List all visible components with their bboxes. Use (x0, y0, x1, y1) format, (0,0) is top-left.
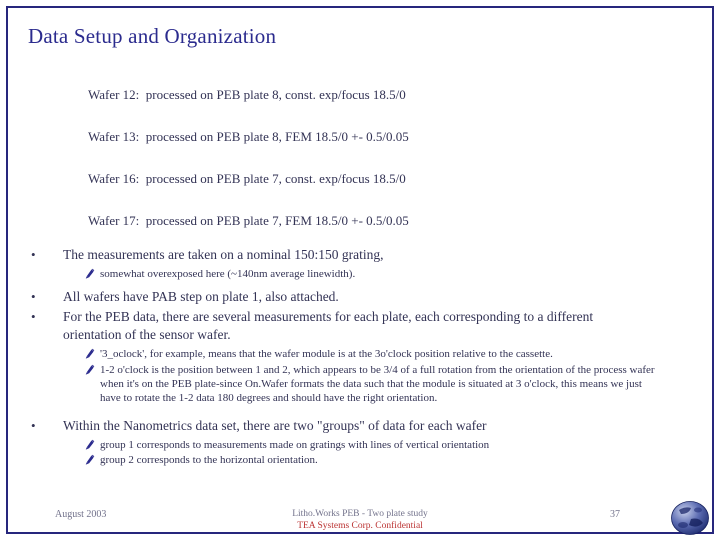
footer-date: August 2003 (55, 509, 107, 520)
sub-bullet-item (0, 453, 720, 467)
sub-bullet-item (0, 267, 720, 281)
bullet-list (0, 246, 720, 467)
bullet-item (0, 417, 720, 435)
pen-icon (84, 454, 95, 465)
wafer-line: Wafer 16: processed on PEB plate 7, const. exp/focus 18.5/0 (88, 171, 406, 186)
sub-bullet-item (0, 438, 720, 452)
sub-bullet-text: group 1 corresponds to measurements made on gratings with lines of vertical orientation (100, 439, 490, 451)
bullet-text: • For the PEB data, there are several measurements for each plate, each corresponding to a different orientation of the sensor wafer. (63, 309, 594, 342)
pen-icon (84, 364, 95, 375)
bullet-item (0, 288, 720, 306)
page-number: 37 (610, 509, 620, 520)
wafer-line: Wafer 12: processed on PEB plate 8, const. exp/focus 18.5/0 (88, 87, 406, 102)
sub-bullet-item (0, 363, 720, 405)
tea-systems-logo (670, 500, 710, 536)
wafer-list (88, 86, 409, 254)
bullet-item (0, 308, 720, 344)
sub-bullet-text: '3_oclock', for example, means that the wafer module is at the 3o'clock position relative to the cassette. (100, 348, 553, 360)
bullet-item (0, 246, 720, 264)
pen-icon (84, 268, 95, 279)
sub-bullet-item (0, 347, 720, 361)
pen-icon (84, 348, 95, 359)
wafer-line: Wafer 17: processed on PEB plate 7, FEM 18.5/0 +- 0.5/0.05 (88, 213, 409, 228)
sub-bullet-text: group 2 corresponds to the horizontal orientation. (100, 454, 318, 466)
bullet-text: • Within the Nanometrics data set, there are two "groups" of data for each wafer (63, 418, 487, 433)
pen-icon (84, 439, 95, 450)
footer-confidential-notice: TEA Systems Corp. Confidential (297, 521, 423, 531)
wafer-line: Wafer 13: processed on PEB plate 8, FEM 18.5/0 +- 0.5/0.05 (88, 129, 409, 144)
sub-bullet-text: 1-2 o'clock is the position between 1 and 2, which appears to be 3/4 of a full rotation from the orientation of the process wafer when it's on the PEB plate-since On.Wafer formats the data such that the module is situated at 3 o'clock, this means we just have to rotate the 1-2 data 180 degrees and should have the right orientation. (100, 364, 655, 404)
bullet-text: • All wafers have PAB step on plate 1, also attached. (63, 289, 339, 304)
sub-bullet-text: somewhat overexposed here (~140nm average linewidth). (100, 268, 356, 280)
page-title: Data Setup and Organization (28, 24, 277, 48)
bullet-text: • The measurements are taken on a nominal 150:150 grating, (63, 247, 384, 262)
footer-study-title: Litho.Works PEB - Two plate study (292, 509, 428, 519)
